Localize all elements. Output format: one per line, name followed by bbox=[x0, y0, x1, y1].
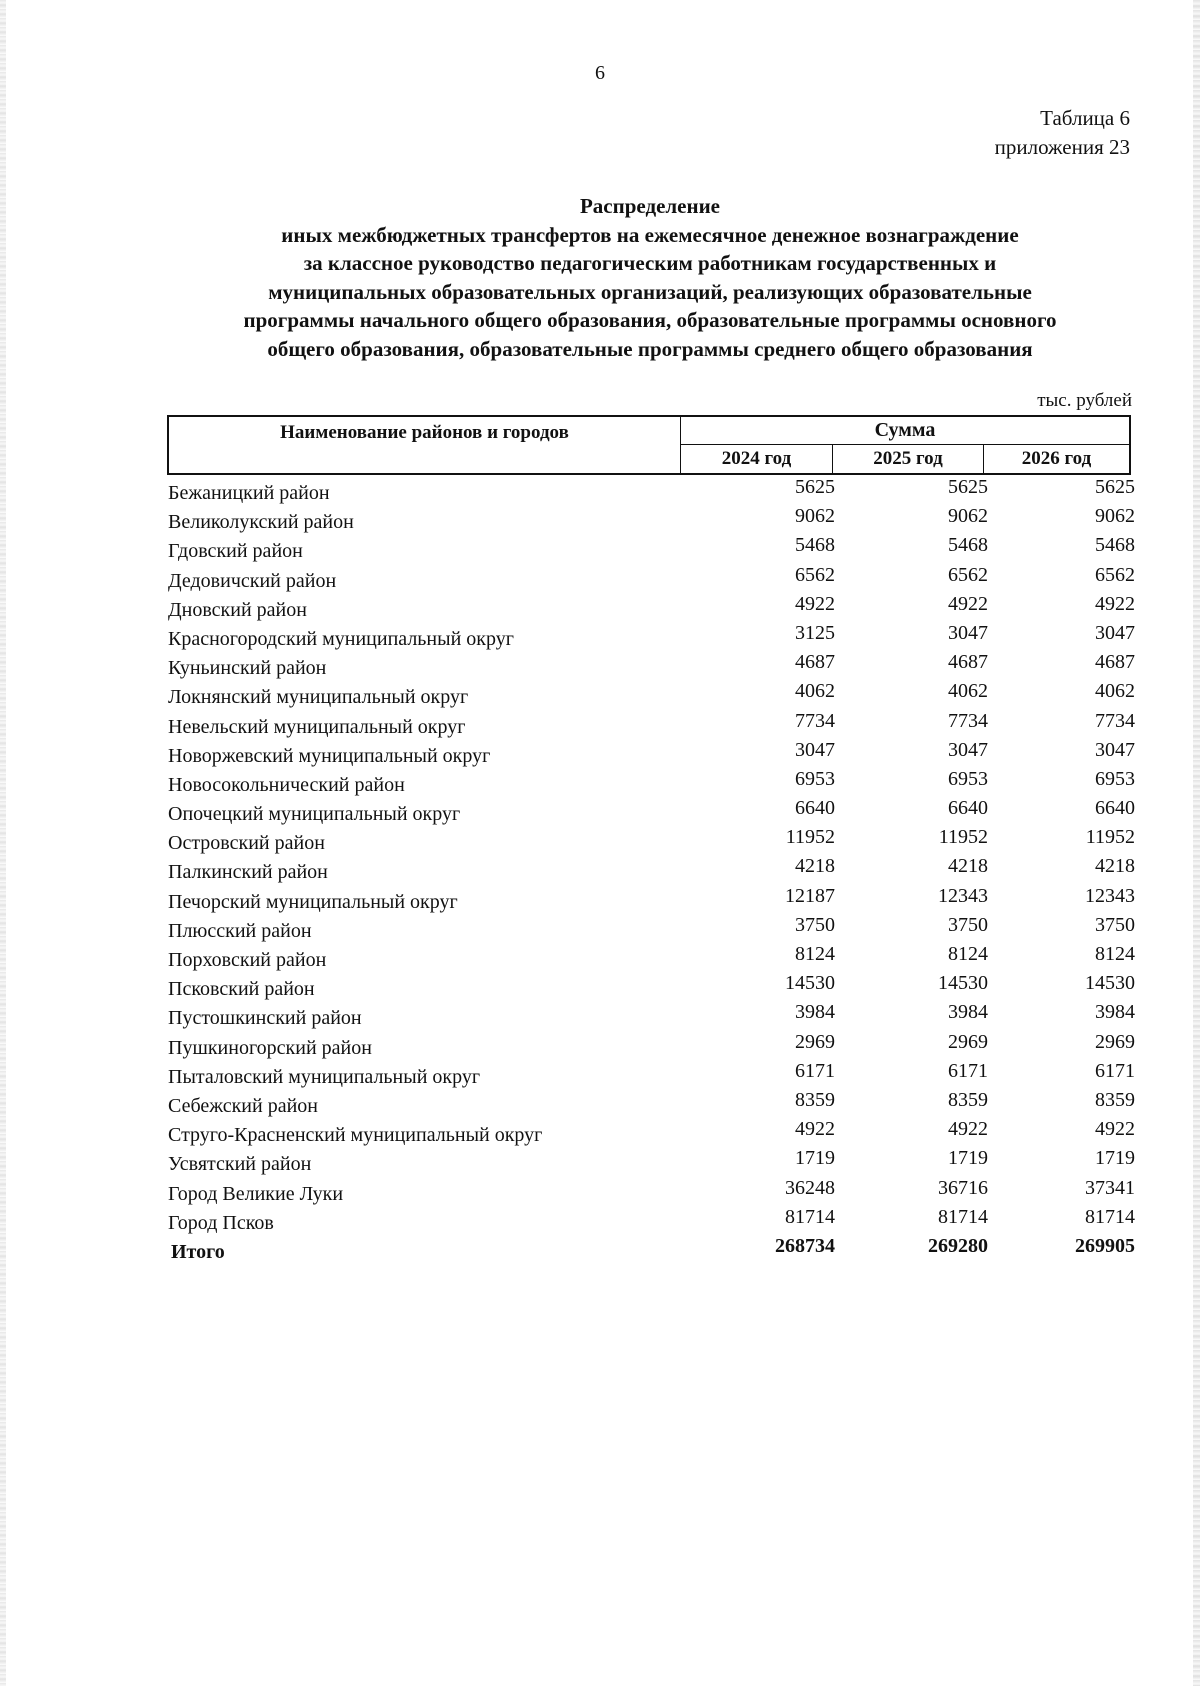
value-2025: 3984 bbox=[948, 1001, 988, 1024]
total-label: Итого bbox=[171, 1240, 225, 1263]
value-2026: 6953 bbox=[1095, 767, 1135, 790]
district-name: Красногородский муниципальный округ bbox=[168, 627, 514, 650]
value-2026: 5625 bbox=[1095, 476, 1135, 498]
table-row bbox=[0, 1003, 1200, 1032]
value-2024: 12187 bbox=[785, 884, 835, 907]
value-2026: 4062 bbox=[1095, 680, 1135, 703]
table-row bbox=[0, 738, 1200, 770]
value-2024: 81714 bbox=[785, 1205, 835, 1228]
table-row bbox=[0, 478, 1200, 507]
value-2026: 11952 bbox=[1085, 826, 1135, 849]
district-name: Пушкиногорский район bbox=[168, 1036, 372, 1059]
title-line: иных межбюджетных трансфертов на ежемесячное денежное вознаграждение bbox=[281, 222, 1019, 247]
value-2025: 3047 bbox=[948, 738, 988, 761]
value-2024: 6562 bbox=[795, 563, 835, 586]
value-2025: 5468 bbox=[948, 534, 988, 557]
table-row bbox=[0, 828, 1200, 857]
value-2025: 8124 bbox=[948, 943, 988, 965]
value-2024: 3047 bbox=[795, 738, 835, 761]
district-name: Усвятский район bbox=[168, 1153, 312, 1176]
value-2026: 14530 bbox=[1085, 972, 1135, 995]
value-2026: 3047 bbox=[1095, 738, 1135, 761]
value-2026: 1719 bbox=[1095, 1147, 1135, 1170]
table-header bbox=[167, 415, 1131, 475]
value-2026: 6562 bbox=[1095, 563, 1135, 586]
table-row bbox=[0, 1205, 1200, 1237]
page-number: 6 bbox=[595, 62, 605, 84]
table-row bbox=[0, 799, 1200, 828]
district-name: Порховский район bbox=[168, 949, 327, 971]
table-row bbox=[0, 507, 1200, 536]
district-name: Плюсский район bbox=[168, 919, 312, 942]
value-2026: 3047 bbox=[1095, 621, 1135, 644]
district-name: Опочецкий муниципальный округ bbox=[168, 803, 461, 826]
value-2025: 269280 bbox=[928, 1234, 988, 1257]
table-row bbox=[0, 536, 1200, 565]
value-2025: 8359 bbox=[948, 1088, 988, 1111]
value-2025: 3047 bbox=[948, 621, 988, 644]
value-2026: 6171 bbox=[1095, 1059, 1135, 1082]
value-2024: 6171 bbox=[795, 1059, 835, 1082]
district-name: Палкинский район bbox=[168, 861, 328, 884]
header-year-2026: 2026 год bbox=[1021, 448, 1092, 469]
units-label: тыс. рублей bbox=[1037, 390, 1132, 411]
value-2025: 36716 bbox=[938, 1176, 988, 1199]
table-row bbox=[0, 1030, 1200, 1062]
value-2024: 5468 bbox=[795, 534, 835, 557]
table-row bbox=[0, 563, 1200, 595]
value-2025: 11952 bbox=[938, 826, 988, 849]
value-2025: 3750 bbox=[948, 913, 988, 936]
value-2024: 268734 bbox=[775, 1234, 835, 1257]
value-2025: 4062 bbox=[948, 680, 988, 703]
table-row bbox=[0, 913, 1200, 945]
value-2024: 9062 bbox=[795, 505, 835, 528]
district-name: Локнянский муниципальный округ bbox=[168, 686, 469, 709]
value-2025: 2969 bbox=[948, 1030, 988, 1053]
value-2024: 4062 bbox=[795, 680, 835, 703]
district-name: Куньинский район bbox=[168, 657, 327, 680]
total-row bbox=[0, 1234, 1200, 1266]
table-row bbox=[0, 1149, 1200, 1178]
value-2024: 4218 bbox=[795, 855, 835, 878]
table-reference bbox=[995, 104, 1130, 162]
district-name: Новоржевский муниципальный округ bbox=[168, 744, 491, 767]
value-2026: 4922 bbox=[1095, 592, 1135, 615]
value-2025: 7734 bbox=[948, 709, 988, 732]
table-body bbox=[0, 478, 1200, 1266]
table-row bbox=[0, 1176, 1200, 1208]
value-2024: 3750 bbox=[795, 913, 835, 936]
table-row bbox=[0, 857, 1200, 886]
value-2025: 4922 bbox=[948, 1118, 988, 1141]
value-2025: 6953 bbox=[948, 767, 988, 790]
district-name: Гдовский район bbox=[168, 540, 303, 563]
title-line: программы начального общего образования, образовательные программы основного bbox=[243, 308, 1057, 332]
value-2026: 37341 bbox=[1085, 1176, 1135, 1199]
value-2026: 8124 bbox=[1095, 943, 1135, 965]
value-2025: 5625 bbox=[948, 476, 988, 498]
value-2024: 8359 bbox=[795, 1088, 835, 1111]
value-2024: 6640 bbox=[795, 797, 835, 820]
district-name: Пыталовский муниципальный округ bbox=[168, 1065, 481, 1088]
district-name: Дедовичский район bbox=[168, 569, 337, 592]
table-row bbox=[0, 592, 1200, 624]
value-2025: 6171 bbox=[948, 1059, 988, 1082]
table-row bbox=[0, 884, 1200, 916]
district-name: Бежаницкий район bbox=[168, 482, 330, 504]
table-row bbox=[0, 767, 1200, 799]
table-row bbox=[0, 621, 1200, 653]
district-name: Струго-Красненский муниципальный округ bbox=[168, 1124, 543, 1147]
title-line: муниципальных образовательных организаций, реализующих образовательные bbox=[268, 279, 1032, 304]
table-reference-line2: приложения 23 bbox=[994, 135, 1130, 159]
value-2024: 4687 bbox=[795, 651, 835, 674]
value-2026: 5468 bbox=[1095, 534, 1135, 557]
header-year-2025: 2025 год bbox=[833, 445, 984, 473]
value-2025: 9062 bbox=[948, 505, 988, 528]
table-row bbox=[0, 1120, 1200, 1149]
table-row bbox=[0, 653, 1200, 682]
district-name: Город Великие Луки bbox=[168, 1182, 344, 1205]
value-2026: 269905 bbox=[1075, 1234, 1135, 1257]
value-2024: 1719 bbox=[795, 1147, 835, 1170]
value-2025: 4687 bbox=[948, 651, 988, 674]
district-name: Новосокольнический район bbox=[168, 773, 405, 796]
value-2026: 2969 bbox=[1095, 1030, 1135, 1053]
table-reference-line1: Таблица 6 bbox=[1040, 106, 1130, 130]
value-2026: 4922 bbox=[1095, 1118, 1135, 1141]
district-name: Невельский муниципальный округ bbox=[168, 715, 466, 738]
value-2026: 3750 bbox=[1095, 913, 1135, 936]
table-row bbox=[0, 682, 1200, 711]
header-year-2024: 2024 год bbox=[681, 445, 833, 473]
value-2026: 81714 bbox=[1085, 1205, 1135, 1228]
title-line: общего образования, образовательные программы среднего общего образования bbox=[267, 336, 1033, 361]
value-2026: 4218 bbox=[1095, 855, 1135, 878]
value-2024: 11952 bbox=[785, 826, 835, 849]
value-2024: 4922 bbox=[795, 1118, 835, 1141]
value-2024: 8124 bbox=[795, 943, 835, 965]
district-name: Островский район bbox=[168, 832, 325, 855]
value-2025: 4922 bbox=[948, 592, 988, 615]
district-name: Великолукский район bbox=[168, 511, 354, 534]
title-line: за классное руководство педагогическим работникам государственных и bbox=[303, 251, 997, 275]
table-row bbox=[0, 974, 1200, 1003]
value-2026: 9062 bbox=[1095, 505, 1135, 528]
value-2025: 1719 bbox=[948, 1147, 988, 1170]
value-2025: 4218 bbox=[948, 855, 988, 878]
district-name: Псковский район bbox=[168, 978, 315, 1001]
value-2025: 14530 bbox=[938, 972, 988, 995]
value-2025: 81714 bbox=[938, 1205, 988, 1228]
value-2025: 12343 bbox=[938, 884, 988, 907]
value-2025: 6562 bbox=[948, 563, 988, 586]
table-row bbox=[0, 1059, 1200, 1091]
value-2026: 4687 bbox=[1095, 651, 1135, 674]
value-2024: 7734 bbox=[795, 709, 835, 732]
table-row bbox=[0, 945, 1200, 974]
value-2026: 12343 bbox=[1085, 884, 1135, 907]
district-name: Город Псков bbox=[168, 1211, 274, 1234]
table-row bbox=[0, 1088, 1200, 1120]
value-2025: 6640 bbox=[948, 797, 988, 820]
header-sum: Сумма bbox=[681, 417, 1129, 445]
value-2026: 7734 bbox=[1095, 709, 1135, 732]
value-2024: 5625 bbox=[795, 476, 835, 498]
value-2026: 6640 bbox=[1095, 797, 1135, 820]
value-2024: 36248 bbox=[785, 1176, 835, 1199]
value-2026: 3984 bbox=[1095, 1001, 1135, 1024]
document-title bbox=[100, 192, 1200, 363]
table-row bbox=[0, 709, 1200, 741]
header-name-column: Наименование районов и городов bbox=[169, 417, 681, 473]
district-name: Печорский муниципальный округ bbox=[168, 890, 458, 913]
district-name: Пустошкинский район bbox=[168, 1007, 362, 1030]
value-2024: 4922 bbox=[795, 592, 835, 615]
title-line: Распределение bbox=[579, 194, 721, 218]
value-2024: 14530 bbox=[785, 972, 835, 995]
value-2026: 8359 bbox=[1095, 1088, 1135, 1111]
value-2024: 2969 bbox=[795, 1030, 835, 1053]
value-2024: 3125 bbox=[795, 621, 835, 644]
district-name: Себежский район bbox=[168, 1094, 318, 1117]
value-2024: 3984 bbox=[795, 1001, 835, 1024]
district-name: Дновский район bbox=[168, 598, 307, 621]
value-2024: 6953 bbox=[795, 767, 835, 790]
